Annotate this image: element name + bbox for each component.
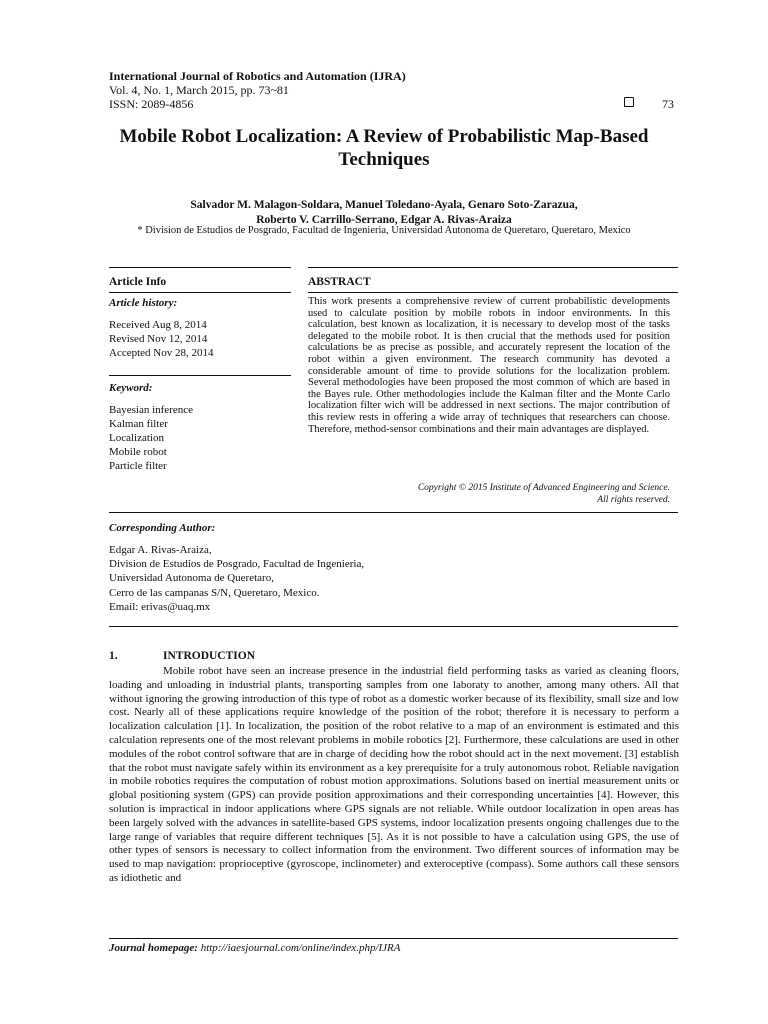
square-icon: [624, 97, 634, 107]
corresponding-division: Division de Estudios de Posgrado, Facultad de Ingenieria,: [109, 558, 365, 571]
abstract-divider: [308, 292, 678, 293]
accepted-date: Accepted Nov 28, 2014: [109, 347, 214, 359]
introduction-body: Mobile robot have seen an increase presence in the industrial field performing tasks as varied as cleaning floors, loading and unloading in industrial plants, transporting samples from one laboraty to another, among many others. All that without ignoring the growing introduction of this type of robot as a domestic worker because of its flexibility, small size and low cost. Nearly all of these applications require knowledge of the position of the robot; therefore it is necessary to perform a localization calculation [1]. In localization, the position of the robot relative to a map of an environment is estimated and this calculation represents one of the most relevant problems in mobile robotics [2]. Furthermore, these calculations are used in other modules of the robot control software that are in charge of deciding how the robot should act in the next movement. [3] establish that the robot must navigate safely within its environment as a key prerequisite for a truly autonomous robot. Reliable navigation in mobile robotics requires the computation of robust motion approximations. Solutions based on inertial measurement units or global positioning system (GPS) can provide position approximations and their corresponding uncertainties [4]. However, this solution is impractical in indoor applications where GPS signals are not reliable. While outdoor localization in open areas has been largely solved with the advances in satellite-based GPS systems, indoor localization presents ongoing challenges due to the large range of variables that require different techniques [5]. As it is not possible to have a calculation using GPS, the use of other types of sensors is necessary to collect information from the environment. Two different sources of information may be used to map navigation: proprioceptive (gyroscope, inclinometer) and exteroceptive (compass). Some authors call these sensors as idiothetic and: [109, 665, 679, 884]
journal-name: International Journal of Robotics and Automation (IJRA): [109, 69, 406, 83]
corresponding-address: Cerro de las campanas S/N, Queretaro, Mexico.: [109, 586, 320, 599]
received-date: Received Aug 8, 2014: [109, 319, 207, 331]
keyword-item: Localization: [109, 432, 164, 444]
keyword-item: Mobile robot: [109, 446, 167, 458]
author-list: [100, 198, 668, 228]
page-number: 73: [662, 97, 674, 111]
authors-line-2: Roberto V. Carrillo-Serrano, Edgar A. Rivas-Araiza: [256, 214, 512, 226]
paper-title: Mobile Robot Localization: A Review of Probabilistic Map-Based Techniques: [119, 126, 649, 170]
article-info-top-rule: [109, 267, 291, 268]
copyright-line-2: All rights reserved.: [597, 495, 670, 505]
abstract-top-rule: [308, 267, 678, 268]
article-info-divider: [109, 292, 291, 293]
issn: ISSN: 2089-4856: [109, 97, 194, 111]
copyright-line-1: Copyright © 2015 Institute of Advanced Engineering and Science.: [417, 483, 670, 493]
corresponding-bottom-rule: [109, 626, 678, 627]
keyword-item: Particle filter: [109, 460, 167, 472]
info-bottom-rule: [109, 512, 678, 513]
corresponding-author-details: [109, 543, 364, 614]
authors-line-1: Salvador M. Malagon-Soldara, Manuel Toledano-Ayala, Genaro Soto-Zarazua,: [190, 199, 578, 211]
abstract-heading: ABSTRACT: [308, 276, 371, 288]
section-heading: [109, 650, 255, 662]
keyword-divider: [109, 375, 291, 376]
affiliation: * Division de Estudios de Posgrado, Facultad de Ingenieria, Universidad Autonoma de Queretaro, Queretaro, Mexico: [137, 225, 631, 236]
abstract-text: This work presents a comprehensive review of current probabilistic developments used to calculate position by mobile robots in indoor environments. In this calculation, best known as localization, it is necessary to develop most of the tasks delegated to the mobile robot. It is then crucial that the methods used for position calculations be as precise as possible, and accurately represent the location of the robot within a given environment. The research community has devoted a considerable amount of time to provide solutions for the localization problem. Several methodologies have been proposed the most common of which are based in the Bayes rule. Other methodologies include the Kalman filter and the Monte Carlo localization filter wich will be addressed in next sections. The major contribution of this review rests in offering a wide array of techniques that researchers can choose. Therefore, method-sensor combinations and their main advantages are displayed.: [308, 296, 670, 435]
section-number: 1.: [109, 650, 118, 662]
keyword-item: Kalman filter: [109, 418, 168, 430]
homepage-link[interactable]: http://iaesjournal.com/online/index.php/IJRA: [200, 942, 401, 954]
corresponding-author-heading: Corresponding Author:: [109, 522, 216, 534]
article-info-heading: Article Info: [109, 276, 167, 288]
volume-info: Vol. 4, No. 1, March 2015, pp. 73~81: [109, 83, 289, 97]
corresponding-name: Edgar A. Rivas-Araiza,: [109, 544, 212, 556]
corresponding-university: Universidad Autonoma de Queretaro,: [109, 572, 274, 585]
keyword-item: Bayesian inference: [109, 404, 193, 416]
revised-date: Revised Nov 12, 2014: [109, 333, 208, 345]
article-history-heading: Article history:: [109, 297, 178, 309]
footer-rule: [109, 938, 678, 939]
corresponding-email[interactable]: Email: erivas@uaq.mx: [109, 600, 211, 613]
section-title: INTRODUCTION: [163, 650, 256, 662]
journal-homepage: Journal homepage: http://iaesjournal.com/online/index.php/IJRA: [109, 942, 401, 954]
footer-label: Journal homepage: [109, 942, 195, 954]
keyword-heading: Keyword:: [109, 382, 153, 394]
